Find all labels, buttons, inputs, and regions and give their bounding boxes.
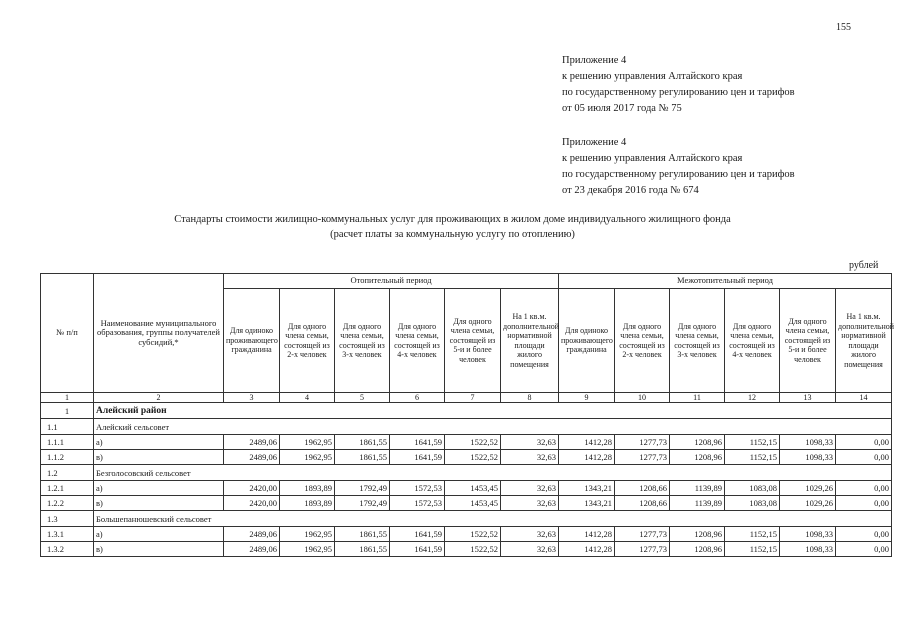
value-cell: 1277,73 <box>615 450 670 465</box>
value-cell: 1641,59 <box>390 450 445 465</box>
value-cell: 1277,73 <box>615 542 670 557</box>
value-cell: 1641,59 <box>390 435 445 450</box>
title-line-1: Стандарты стоимости жилищно-коммунальных услуг для проживающих в жилом доме индивидуального жилищного фонда <box>174 214 731 225</box>
value-cell: 1139,89 <box>670 496 725 511</box>
column-number-cell: 6 <box>390 393 445 403</box>
value-cell: 0,00 <box>836 527 892 542</box>
value-cell: 0,00 <box>836 450 892 465</box>
value-cell: 32,63 <box>501 450 559 465</box>
value-cell: 1792,49 <box>335 496 390 511</box>
value-cell: 0,00 <box>836 496 892 511</box>
table-row <box>41 542 892 557</box>
value-cell: 1343,21 <box>559 496 615 511</box>
header-col-8: На 1 кв.м. дополнительной нормативной площади жилого помещения <box>501 289 559 393</box>
row-code: 1.2 <box>41 465 94 481</box>
value-cell: 2489,06 <box>224 527 280 542</box>
value-cell: 1029,26 <box>780 496 836 511</box>
column-number-cell: 14 <box>836 393 892 403</box>
value-cell: 1962,95 <box>280 435 335 450</box>
value-cell: 1208,66 <box>615 481 670 496</box>
table-row <box>41 450 892 465</box>
value-cell: 1208,96 <box>670 450 725 465</box>
header-col-3: Для одиноко проживающего гражданина <box>224 289 280 393</box>
column-number-cell: 1 <box>41 393 94 403</box>
header-col-10: Для одного члена семьи, состоящей из 2-х человек <box>615 289 670 393</box>
value-cell: 1208,96 <box>670 542 725 557</box>
table-row <box>41 435 892 450</box>
header-col-14: На 1 кв.м. дополнительной нормативной площади жилого помещения <box>836 289 892 393</box>
column-number-cell: 4 <box>280 393 335 403</box>
value-cell: 1139,89 <box>670 481 725 496</box>
value-cell: 1098,33 <box>780 435 836 450</box>
row-group-label: в) <box>94 450 224 465</box>
value-cell: 1208,96 <box>670 435 725 450</box>
value-cell: 1522,52 <box>445 450 501 465</box>
appendix-1-line-2: к решению управления Алтайского края <box>562 71 743 82</box>
value-cell: 32,63 <box>501 481 559 496</box>
row-code: 1 <box>41 403 94 419</box>
value-cell: 1152,15 <box>725 542 780 557</box>
header-col-5: Для одного члена семьи, состоящей из 3-х человек <box>335 289 390 393</box>
header-col-4: Для одного члена семьи, состоящей из 2-х человек <box>280 289 335 393</box>
value-cell: 1208,96 <box>670 527 725 542</box>
value-cell: 1412,28 <box>559 542 615 557</box>
appendix-1-line-4: от 05 июля 2017 года № 75 <box>562 103 682 114</box>
page-number: 155 <box>836 22 851 33</box>
settlement-name: Алейский сельсовет <box>94 419 892 435</box>
district-name: Алейский район <box>94 403 892 419</box>
value-cell: 1572,53 <box>390 496 445 511</box>
column-number-cell: 8 <box>501 393 559 403</box>
row-group-label: в) <box>94 496 224 511</box>
value-cell: 1962,95 <box>280 542 335 557</box>
value-cell: 1343,21 <box>559 481 615 496</box>
value-cell: 32,63 <box>501 527 559 542</box>
value-cell: 2420,00 <box>224 481 280 496</box>
column-number-cell: 13 <box>780 393 836 403</box>
column-number-cell: 7 <box>445 393 501 403</box>
value-cell: 1522,52 <box>445 542 501 557</box>
subsection-row <box>41 511 892 527</box>
value-cell: 1083,08 <box>725 496 780 511</box>
column-number-cell: 11 <box>670 393 725 403</box>
column-number-cell: 9 <box>559 393 615 403</box>
value-cell: 1572,53 <box>390 481 445 496</box>
appendix-1-line-3: по государственному регулированию цен и тарифов <box>562 87 795 98</box>
value-cell: 0,00 <box>836 481 892 496</box>
value-cell: 1152,15 <box>725 450 780 465</box>
header-col-9: Для одиноко проживающего гражданина <box>559 289 615 393</box>
column-number-cell: 2 <box>94 393 224 403</box>
row-group-label: в) <box>94 542 224 557</box>
table-row <box>41 527 892 542</box>
row-code: 1.1.1 <box>41 435 94 450</box>
row-group-label: а) <box>94 481 224 496</box>
header-heating-period: Отопительный период <box>224 274 559 289</box>
value-cell: 1522,52 <box>445 527 501 542</box>
value-cell: 1277,73 <box>615 435 670 450</box>
table-body <box>41 403 892 557</box>
value-cell: 1893,89 <box>280 481 335 496</box>
subsection-row <box>41 465 892 481</box>
appendix-1-line-1: Приложение 4 <box>562 55 627 66</box>
value-cell: 1152,15 <box>725 435 780 450</box>
appendix-2-line-2: к решению управления Алтайского края <box>562 153 743 164</box>
column-number-cell: 12 <box>725 393 780 403</box>
value-cell: 1792,49 <box>335 481 390 496</box>
header-col-6: Для одного члена семьи, состоящей из 4-х человек <box>390 289 445 393</box>
value-cell: 1412,28 <box>559 435 615 450</box>
header-name: Наименование муниципального образования, группы получателей субсидий,* <box>94 274 224 393</box>
row-code: 1.2.2 <box>41 496 94 511</box>
value-cell: 2489,06 <box>224 450 280 465</box>
row-code: 1.3 <box>41 511 94 527</box>
row-code: 1.2.1 <box>41 481 94 496</box>
value-cell: 32,63 <box>501 542 559 557</box>
value-cell: 1098,33 <box>780 450 836 465</box>
column-number-cell: 3 <box>224 393 280 403</box>
header-col-12: Для одного члена семьи, состоящей из 4-х человек <box>725 289 780 393</box>
appendix-2-line-4: от 23 декабря 2016 года № 674 <box>562 185 699 196</box>
value-cell: 1962,95 <box>280 527 335 542</box>
row-code: 1.1 <box>41 419 94 435</box>
value-cell: 1641,59 <box>390 542 445 557</box>
row-group-label: а) <box>94 435 224 450</box>
appendix-2-line-3: по государственному регулированию цен и тарифов <box>562 169 795 180</box>
value-cell: 1453,45 <box>445 481 501 496</box>
value-cell: 1861,55 <box>335 450 390 465</box>
title-line-2: (расчет платы за коммунальную услугу по отоплению) <box>330 229 575 240</box>
row-group-label: а) <box>94 527 224 542</box>
value-cell: 32,63 <box>501 496 559 511</box>
value-cell: 1412,28 <box>559 527 615 542</box>
value-cell: 1522,52 <box>445 435 501 450</box>
row-code: 1.3.2 <box>41 542 94 557</box>
value-cell: 2420,00 <box>224 496 280 511</box>
value-cell: 1029,26 <box>780 481 836 496</box>
value-cell: 1083,08 <box>725 481 780 496</box>
value-cell: 2489,06 <box>224 435 280 450</box>
row-code: 1.3.1 <box>41 527 94 542</box>
settlement-name: Безголосовский сельсовет <box>94 465 892 481</box>
header-num: № п/п <box>41 274 94 393</box>
header-col-7: Для одного члена семьи, состоящей из 5-и и более человек <box>445 289 501 393</box>
subsection-row <box>41 419 892 435</box>
value-cell: 1861,55 <box>335 435 390 450</box>
header-col-13: Для одного члена семьи, состоящей из 5-и и более человек <box>780 289 836 393</box>
column-number-row <box>41 393 892 403</box>
value-cell: 1152,15 <box>725 527 780 542</box>
value-cell: 1277,73 <box>615 527 670 542</box>
value-cell: 1208,66 <box>615 496 670 511</box>
units-label: рублей <box>849 260 879 271</box>
appendix-block-1 <box>562 53 795 117</box>
value-cell: 1412,28 <box>559 450 615 465</box>
header-col-11: Для одного члена семьи, состоящей из 3-х человек <box>670 289 725 393</box>
value-cell: 0,00 <box>836 435 892 450</box>
value-cell: 1962,95 <box>280 450 335 465</box>
row-code: 1.1.2 <box>41 450 94 465</box>
tariff-table <box>40 273 895 557</box>
value-cell: 1893,89 <box>280 496 335 511</box>
appendix-block-2 <box>562 135 795 199</box>
value-cell: 1861,55 <box>335 542 390 557</box>
table-row <box>41 496 892 511</box>
value-cell: 1098,33 <box>780 527 836 542</box>
value-cell: 0,00 <box>836 542 892 557</box>
header-interheating-period: Межотопительный период <box>559 274 892 289</box>
section-row <box>41 403 892 419</box>
appendix-2-line-1: Приложение 4 <box>562 137 627 148</box>
table-row <box>41 481 892 496</box>
document-title <box>0 212 905 242</box>
value-cell: 32,63 <box>501 435 559 450</box>
value-cell: 1098,33 <box>780 542 836 557</box>
value-cell: 1453,45 <box>445 496 501 511</box>
value-cell: 2489,06 <box>224 542 280 557</box>
value-cell: 1641,59 <box>390 527 445 542</box>
column-number-cell: 10 <box>615 393 670 403</box>
value-cell: 1861,55 <box>335 527 390 542</box>
column-number-cell: 5 <box>335 393 390 403</box>
settlement-name: Большепанюшевский сельсовет <box>94 511 892 527</box>
